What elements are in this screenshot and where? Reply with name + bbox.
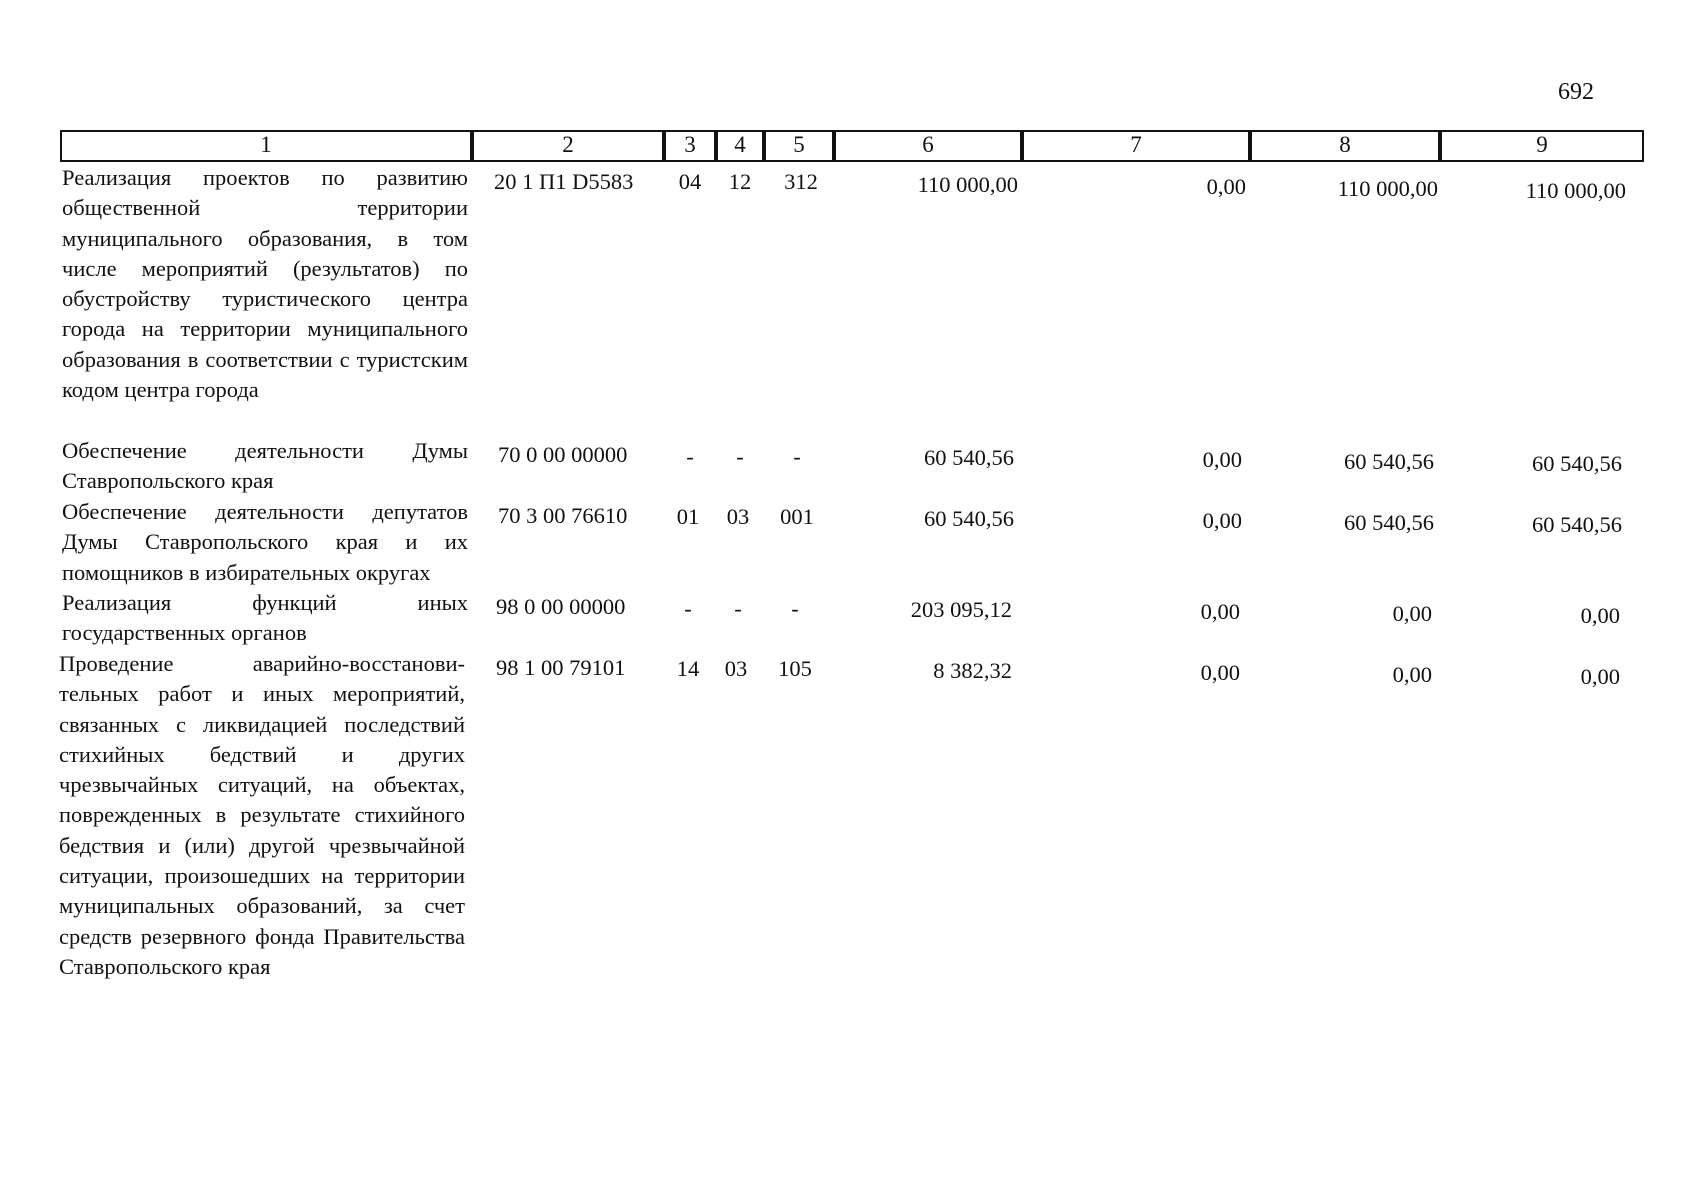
row-col-7: 0,00: [1200, 599, 1240, 624]
header-col-6: 6: [834, 130, 1022, 162]
header-col-2: 2: [472, 130, 664, 162]
row-col-6: 60 540,56: [924, 445, 1014, 470]
row-col-5: -: [791, 596, 799, 621]
header-col-9: 9: [1440, 130, 1644, 162]
row-col-3: -: [684, 596, 692, 621]
row-code: 70 0 00 00000: [498, 442, 628, 467]
row-col-5: 312: [784, 169, 818, 194]
row-col-9: 0,00: [1580, 664, 1620, 689]
row-col-5: 105: [778, 656, 812, 681]
row-code: 98 0 00 00000: [496, 594, 626, 619]
row-col-5: 001: [780, 504, 814, 529]
row-code: 20 1 П1 D5583: [494, 169, 634, 194]
row-col-6: 203 095,12: [910, 597, 1012, 622]
row-code: 98 1 00 79101: [496, 655, 626, 680]
row-col-9: 60 540,56: [1532, 512, 1622, 537]
row-col-3: 01: [676, 504, 700, 529]
row-col-9: 60 540,56: [1532, 451, 1622, 476]
row-col-5: -: [793, 444, 801, 469]
row-col-8: 60 540,56: [1344, 510, 1434, 535]
row-description: Реализация функций иных государственных органов: [62, 590, 468, 646]
row-col-6: 60 540,56: [924, 506, 1014, 531]
row-col-8: 0,00: [1392, 662, 1432, 687]
header-col-1: 1: [60, 130, 472, 162]
header-col-4: 4: [716, 130, 764, 162]
header-col-7: 7: [1022, 130, 1250, 162]
row-col-8: 60 540,56: [1344, 449, 1434, 474]
row-col-7: 0,00: [1202, 508, 1242, 533]
row-description: Проведение аварийно-восстанови-тельных работ и иных мероприятий, связанных с ликвидацией последствий стихийных бедствий и других чрезвычайных ситуаций, на объектах, поврежденных в результате стихийного бедствия и (или) другой чрезвычайной ситуации, произошедших на территории муниципальных образований, за счет средств резервного фонда Правительства Ставропольского края: [59, 651, 465, 979]
page-number: 692: [1558, 79, 1594, 105]
row-col-4: -: [736, 444, 744, 469]
row-col-6: 110 000,00: [917, 172, 1018, 197]
header-col-3: 3: [664, 130, 716, 162]
row-col-7: 0,00: [1206, 174, 1246, 199]
header-col-8: 8: [1250, 130, 1440, 162]
row-col-3: 04: [678, 169, 702, 194]
row-description: Обеспечение деятельности Думы Ставропольского края: [62, 438, 468, 494]
row-col-8: 110 000,00: [1337, 176, 1438, 201]
row-col-7: 0,00: [1200, 660, 1240, 685]
row-col-8: 0,00: [1392, 601, 1432, 626]
row-col-4: 03: [724, 656, 748, 681]
row-col-9: 0,00: [1580, 603, 1620, 628]
row-col-4: 03: [726, 504, 750, 529]
row-code: 70 3 00 76610: [498, 503, 628, 528]
row-col-4: 12: [728, 169, 752, 194]
header-col-5: 5: [764, 130, 834, 162]
row-col-6: 8 382,32: [933, 658, 1012, 683]
row-col-9: 110 000,00: [1525, 178, 1626, 203]
row-col-4: -: [734, 596, 742, 621]
row-col-7: 0,00: [1202, 447, 1242, 472]
row-col-3: -: [686, 444, 694, 469]
row-col-3: 14: [676, 656, 700, 681]
row-description: Реализация проектов по развитию общественной территории муниципального образования, в том числе мероприятий (результатов) по обустройству туристического центра города на территории муниципального образования в соответствии с туристским кодом центра города: [62, 165, 468, 403]
row-description: Обеспечение деятельности депутатов Думы Ставропольского края и их помощников в избирательных округах: [62, 499, 468, 585]
